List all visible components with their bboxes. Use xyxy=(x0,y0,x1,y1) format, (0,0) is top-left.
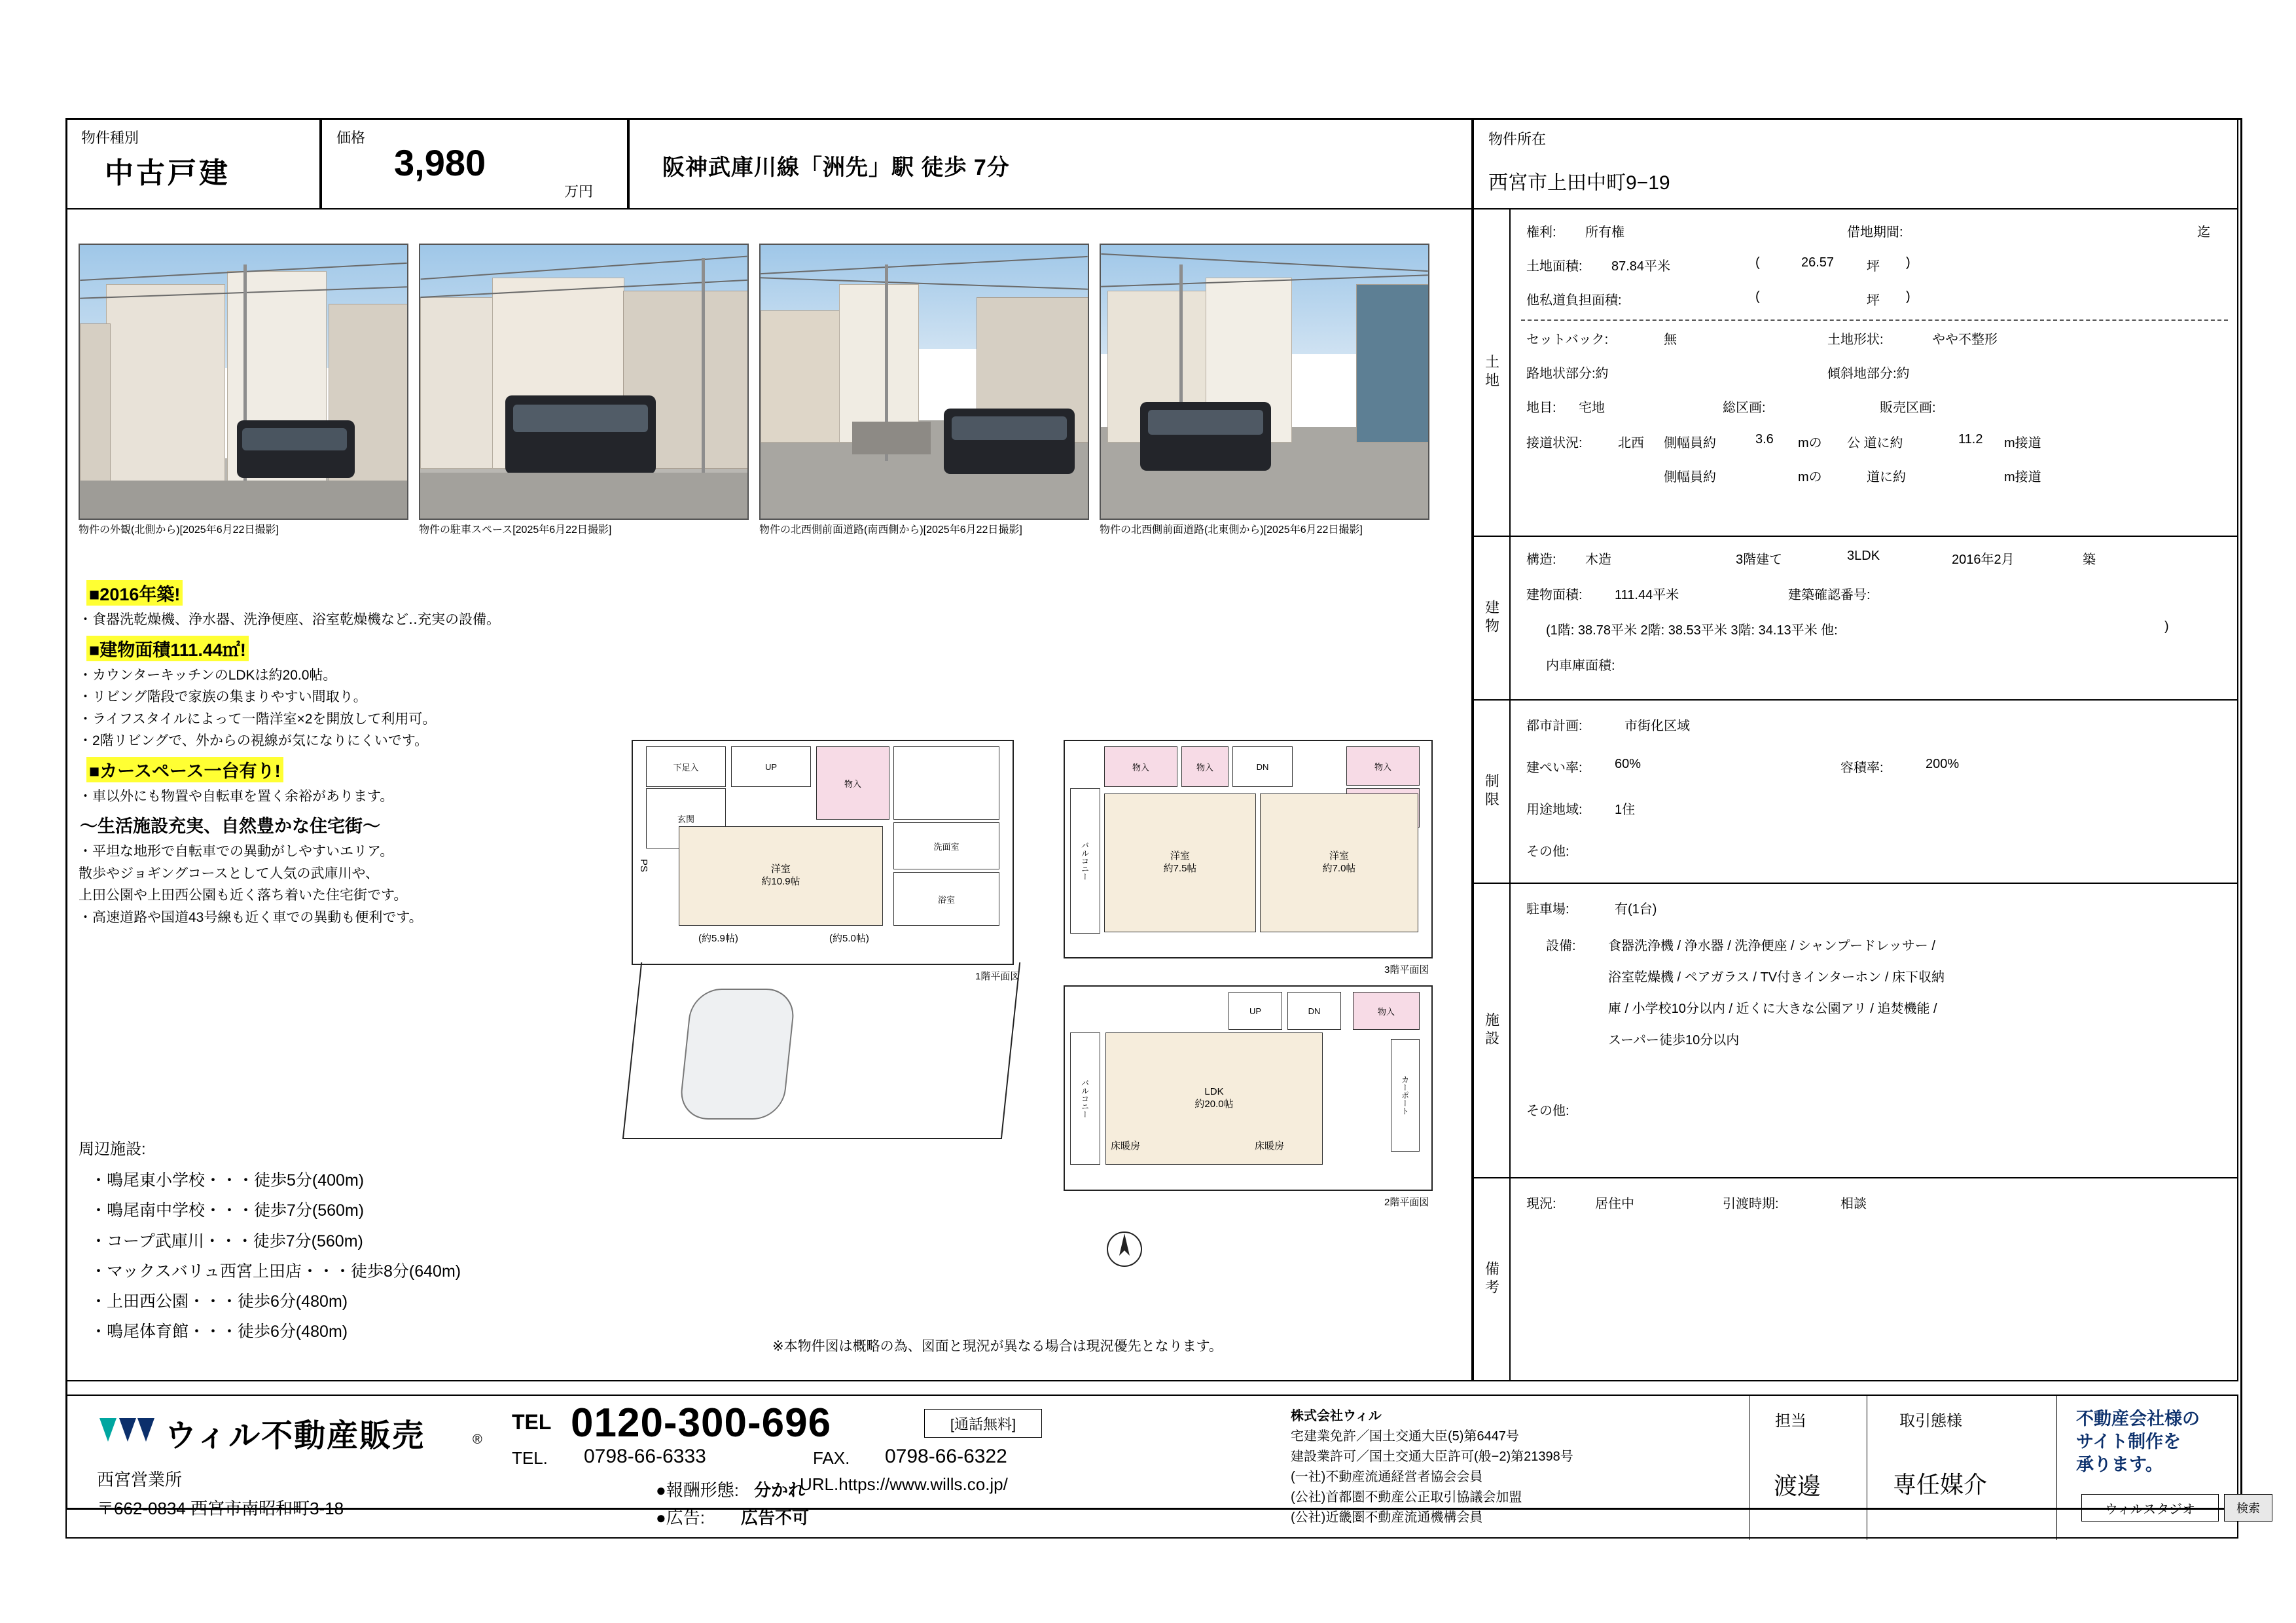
legal-line-4: (一社)不動産流通経営者協会会員 xyxy=(1291,1470,1483,1484)
plan1-up: UP xyxy=(731,746,811,787)
plan1-ps: PS xyxy=(638,859,649,873)
land-hanbai-label: 販売区画: xyxy=(1880,401,1936,415)
plan3-room-2 xyxy=(1260,793,1418,932)
appeal-bullet-8: 散歩やジョギングコースとして人気の武庫川や、 xyxy=(79,866,380,881)
photo-exterior xyxy=(79,244,408,520)
plan2-ldk-size: 約20.0帖 xyxy=(1194,1099,1234,1110)
land-road-m4: m接道 xyxy=(2004,470,2041,484)
land-private-close: ) xyxy=(1906,289,1910,304)
facility-other-label: その他: xyxy=(1526,1104,1570,1118)
legal-line-3: 建設業許可／国土交通大臣許可(般−2)第21398号 xyxy=(1291,1450,1573,1464)
company-reg-mark: ® xyxy=(473,1432,482,1447)
plan3-closet-1: 物入 xyxy=(1104,746,1177,787)
appeal-bullet-10: ・高速道路や国道43号線も近く車での異動も便利です。 xyxy=(79,909,423,925)
restriction-kenpei-label: 建ぺい率: xyxy=(1526,761,1583,775)
plan3-room-1-name: 洋室 xyxy=(1170,850,1190,862)
deal-label: 取引態様 xyxy=(1899,1412,1962,1430)
floorplan-1f xyxy=(632,740,1014,965)
appeal-heading-3: ■カースペース一台有り! xyxy=(86,757,283,782)
plan2-dn: DN xyxy=(1287,992,1341,1030)
building-section xyxy=(1473,537,2238,701)
fee-value: 分かれ xyxy=(754,1480,806,1500)
deal-value: 専任媒介 xyxy=(1893,1471,1988,1498)
header-price-cell xyxy=(321,118,628,210)
land-rights-label: 権利: xyxy=(1526,225,1556,240)
plan1-room-main-size: 約10.9帖 xyxy=(761,876,800,887)
land-road-m3: mの xyxy=(1798,470,1822,484)
restriction-city-label: 都市計画: xyxy=(1526,719,1583,733)
restriction-kenpei-value: 60% xyxy=(1615,757,1641,771)
ad-label: ●広告: xyxy=(656,1508,705,1527)
land-shape-value: やや不整形 xyxy=(1932,333,1998,347)
plan3-room-1-size: 約7.5帖 xyxy=(1163,863,1197,874)
building-garage-label: 内車庫面積: xyxy=(1546,659,1615,673)
appeal-bullet-2: ・カウンターキッチンのLDKは約20.0帖。 xyxy=(79,667,337,683)
price-value: 3,980 xyxy=(394,142,486,183)
plan1-bath: 浴室 xyxy=(893,872,999,926)
floorplan-3f xyxy=(1064,740,1433,958)
land-tsubo-close: ) xyxy=(1906,255,1910,270)
plan1-room-main xyxy=(679,826,883,926)
floorplan-1f-label: 1階平面図 xyxy=(975,971,1020,982)
land-shape-label: 土地形状: xyxy=(1827,333,1884,347)
facility-section xyxy=(1473,884,2238,1178)
land-tsubo-value: 26.57 xyxy=(1801,255,1835,270)
facility-equip-label: 設備: xyxy=(1546,939,1576,953)
header-location-cell xyxy=(1473,118,2238,210)
land-divider xyxy=(1521,319,2228,321)
nearby-item-1: ・鳴尾東小学校・・・徒歩5分(400m) xyxy=(90,1171,365,1190)
restriction-section-label: 制限 xyxy=(1474,701,1511,883)
land-lease-until: 迄 xyxy=(2197,225,2210,240)
header-access-cell xyxy=(628,118,1473,210)
plan3-dn: DN xyxy=(1232,746,1293,787)
land-slope-label: 傾斜地部分:約 xyxy=(1827,367,1910,381)
restriction-youto-value: 1住 xyxy=(1615,803,1636,817)
land-area-value: 87.84平米 xyxy=(1611,259,1671,274)
photo-road-ne xyxy=(1100,244,1429,520)
company-url[interactable]: URL.https://www.wills.co.jp/ xyxy=(800,1474,1008,1494)
facility-parking-value: 有(1台) xyxy=(1615,902,1657,917)
land-tsubo-open: ( xyxy=(1755,255,1760,270)
plan3-room-1 xyxy=(1104,793,1256,932)
land-section-label: 土地 xyxy=(1474,210,1511,536)
land-road-len1: 11.2 xyxy=(1958,432,1983,447)
land-section xyxy=(1473,210,2238,537)
restriction-section xyxy=(1473,701,2238,884)
nearby-item-5: ・上田西公園・・・徒歩6分(480m) xyxy=(90,1292,348,1311)
remarks-delivery-value: 相談 xyxy=(1840,1197,1867,1211)
type-value: 中古戸建 xyxy=(105,157,230,189)
plan2-floorheat-1: 床暖房 xyxy=(1111,1140,1141,1152)
facility-parking-label: 駐車場: xyxy=(1526,902,1570,917)
nearby-item-4: ・マックスバリュ西宮上田店・・・徒歩8分(640m) xyxy=(90,1262,461,1281)
legal-line-1: 株式会社ウィル xyxy=(1291,1409,1382,1423)
facility-equip-line-1: 食器洗浄機 / 浄水器 / 洗浄便座 / シャンプードレッサー / xyxy=(1608,939,1935,953)
plan1-room-main-name: 洋室 xyxy=(770,864,791,875)
land-road-w1: 3.6 xyxy=(1755,432,1774,447)
location-value: 西宮市上田中町9−19 xyxy=(1488,172,1670,194)
appeal-heading-1: ■2016年築! xyxy=(86,580,183,606)
type-label: 物件種別 xyxy=(81,130,139,146)
branch-address: 〒662-0834 西宮市南昭和町3-18 xyxy=(97,1499,344,1518)
land-private-road-label: 他私道負担面積: xyxy=(1526,293,1622,308)
tel2-label: TEL. xyxy=(512,1448,548,1468)
plan-note: ※本物件図は概略の為、図面と現況が異なる場合は現況優先となります。 xyxy=(772,1339,1223,1354)
floorplan-2f xyxy=(1064,985,1433,1191)
restriction-yoseki-label: 容積率: xyxy=(1840,761,1884,775)
branch-name: 西宮営業所 xyxy=(97,1470,183,1489)
nearby-title: 周辺施設: xyxy=(79,1140,146,1158)
building-floors: 3階建て xyxy=(1736,553,1783,567)
building-layout: 3LDK xyxy=(1847,549,1880,563)
land-road-m2: m接道 xyxy=(2004,436,2041,450)
legal-line-6: (公社)近畿圏不動産流通機構会員 xyxy=(1291,1510,1483,1525)
nearby-item-3: ・コープ武庫川・・・徒歩7分(560m) xyxy=(90,1231,363,1250)
car-shape xyxy=(678,989,797,1120)
promo-search-button[interactable]: 検索 xyxy=(2224,1494,2272,1522)
price-label: 価格 xyxy=(336,130,366,146)
building-built-suffix: 築 xyxy=(2083,553,2096,567)
plan1-toilet xyxy=(893,746,999,820)
plan2-ldk-name: LDK xyxy=(1204,1086,1224,1098)
remarks-delivery-label: 引渡時期: xyxy=(1723,1197,1779,1211)
plan3-closet-2: 物入 xyxy=(1181,746,1229,787)
land-road-dir: 北西 xyxy=(1618,436,1644,450)
building-area-value: 111.44平米 xyxy=(1615,588,1679,602)
floorplan-2f-label: 2階平面図 xyxy=(1384,1197,1429,1208)
land-road-side2: 側幅員約 xyxy=(1664,470,1716,484)
legal-line-5: (公社)首都圏不動産公正取引協議会加盟 xyxy=(1291,1490,1522,1504)
photo-caption-1: 物件の外観(北側から)[2025年6月22日撮影] xyxy=(79,524,279,536)
remarks-status-value: 居住中 xyxy=(1595,1197,1634,1211)
remarks-section-label: 備考 xyxy=(1474,1178,1511,1380)
land-private-road-tsubo: 坪 xyxy=(1867,293,1880,308)
free-dial: 0120-300-696 xyxy=(571,1400,832,1446)
land-lease-label: 借地期間: xyxy=(1847,225,1903,240)
land-road-side1: 側幅員約 xyxy=(1664,436,1716,450)
facility-equip-line-3: 庫 / 小学校10分以内 / 近くに大きな公園アリ / 追焚機能 / xyxy=(1608,1002,1937,1016)
plan3-room-2-size: 約7.0帖 xyxy=(1322,863,1356,874)
legal-line-2: 宅建業免許／国土交通大臣(5)第6447号 xyxy=(1291,1429,1519,1444)
land-roji-label: 路地状部分:約 xyxy=(1526,367,1609,381)
land-road-pub: 公 道に約 xyxy=(1847,436,1903,450)
company-name: ウィル不動産販売 xyxy=(165,1419,425,1453)
tel-label: TEL xyxy=(512,1410,552,1434)
appeal-bullet-4: ・ライフスタイルによって一階洋室×2を開放して利用可。 xyxy=(79,711,437,727)
land-chimoku-value: 宅地 xyxy=(1579,401,1605,415)
plan1-sub-size2: (約5.9帖) xyxy=(698,933,738,944)
plan1-closet: 物入 xyxy=(816,746,889,820)
fee-label: ●報酬形態: xyxy=(656,1480,739,1500)
plan2-carport: カーポート xyxy=(1391,1039,1420,1152)
plan2-floorheat-2: 床暖房 xyxy=(1255,1140,1285,1152)
appeal-bullet-9: 上田公園や上田西公園も近く落ち着いた住宅街です。 xyxy=(79,888,408,903)
restriction-youto-label: 用途地域: xyxy=(1526,803,1583,817)
location-label: 物件所在 xyxy=(1488,131,1547,147)
photo-caption-3: 物件の北西側前面道路(南西側から)[2025年6月22日撮影] xyxy=(759,524,1022,536)
facility-section-label: 施設 xyxy=(1474,884,1511,1177)
plan1-sub-size: (約5.0帖) xyxy=(829,933,869,944)
fax-label: FAX. xyxy=(813,1448,850,1468)
appeal-bullet-6: ・車以外にも物置や自転車を置く余裕があります。 xyxy=(79,788,394,804)
company-logo-icon xyxy=(99,1412,158,1448)
plan2-balcony: バルコニー xyxy=(1070,1032,1100,1165)
land-setback-label: セットバック: xyxy=(1526,333,1609,347)
tel2-value: 0798-66-6333 xyxy=(584,1446,706,1467)
site-carport xyxy=(622,962,1020,1139)
building-built: 2016年2月 xyxy=(1952,553,2015,567)
remarks-status-label: 現況: xyxy=(1526,1197,1556,1211)
plan1-genkan: 玄関 xyxy=(646,788,726,848)
ad-value: 広告不可 xyxy=(741,1508,810,1527)
fax-value: 0798-66-6322 xyxy=(885,1446,1007,1467)
photo-caption-2: 物件の駐車スペース[2025年6月22日撮影] xyxy=(419,524,612,536)
promo-line-1: 不動産会社様の xyxy=(2076,1409,2200,1429)
facility-equip-line-4: スーパー徒歩10分以内 xyxy=(1608,1033,1740,1048)
building-struct-label: 構造: xyxy=(1526,553,1556,567)
appeal-bullet-7: ・平坦な地形で自転車での異動がしやすいエリア。 xyxy=(79,844,394,859)
land-soukukaku-label: 総区画: xyxy=(1723,401,1766,415)
remarks-section xyxy=(1473,1178,2238,1381)
promo-line-3: 承ります。 xyxy=(2076,1455,2163,1475)
land-tsubo-unit: 坪 xyxy=(1867,259,1880,274)
photo-parking xyxy=(419,244,749,520)
restriction-city-value: 市街化区域 xyxy=(1624,719,1690,733)
land-road-pub2: 道に約 xyxy=(1867,470,1906,484)
restriction-other-label: その他: xyxy=(1526,845,1570,859)
land-setback-value: 無 xyxy=(1664,333,1677,347)
appeal-bullet-1: ・食器洗乾燥機、浄水器、洗浄便座、浴室乾燥機など‥充実の設備。 xyxy=(79,612,501,627)
land-private-open: ( xyxy=(1755,289,1760,304)
promo-line-2: サイト制作を xyxy=(2076,1432,2181,1452)
staff-value: 渡邊 xyxy=(1774,1472,1821,1499)
header-type-cell xyxy=(65,118,321,210)
appeal-heading-4: 〜生活施設充実、自然豊かな住宅街〜 xyxy=(80,816,380,836)
photo-road-sw xyxy=(759,244,1089,520)
nearby-block xyxy=(79,1136,668,1347)
appeal-heading-2: ■建物面積111.44㎡! xyxy=(86,636,249,661)
plan2-up: UP xyxy=(1229,992,1282,1030)
plan3-closet-3: 物入 xyxy=(1346,746,1420,786)
compass-icon xyxy=(1106,1231,1143,1267)
building-floor-areas-close: ) xyxy=(2164,619,2169,634)
staff-label: 担当 xyxy=(1775,1412,1806,1430)
nearby-item-6: ・鳴尾体育館・・・徒歩6分(480m) xyxy=(90,1322,348,1341)
nearby-item-2: ・鳴尾南中学校・・・徒歩7分(560m) xyxy=(90,1201,365,1220)
appeal-block xyxy=(79,576,668,929)
free-dial-note: [通話無料] xyxy=(924,1409,1042,1438)
appeal-bullet-3: ・リビング階段で家族の集まりやすい間取り。 xyxy=(79,689,367,704)
appeal-bullet-5: ・2階リビングで、外からの視線が気になりにくいです。 xyxy=(79,733,429,748)
land-area-label: 土地面積: xyxy=(1526,259,1583,274)
building-area-label: 建物面積: xyxy=(1526,588,1583,602)
restriction-yoseki-value: 200% xyxy=(1926,757,1960,771)
promo-box[interactable]: ウィルスタジオ xyxy=(2081,1494,2219,1522)
building-floor-areas: (1階: 38.78平米 2階: 38.53平米 3階: 34.13平米 他: xyxy=(1546,623,1838,638)
plan3-balcony: バルコニー xyxy=(1070,788,1100,934)
land-road-m1: mの xyxy=(1798,436,1822,450)
footer xyxy=(65,1395,2260,1539)
floorplan-3f-label: 3階平面図 xyxy=(1384,964,1429,976)
building-confirm-label: 建築確認番号: xyxy=(1788,588,1871,602)
land-chimoku-label: 地目: xyxy=(1526,401,1556,415)
building-struct-value: 木造 xyxy=(1585,553,1611,567)
plan1-washroom: 洗面室 xyxy=(893,822,999,869)
plan3-room-2-name: 洋室 xyxy=(1329,850,1349,862)
price-unit: 万円 xyxy=(564,183,594,200)
building-section-label: 建物 xyxy=(1474,537,1511,699)
plan2-closet: 物入 xyxy=(1353,992,1420,1030)
land-rights-value: 所有権 xyxy=(1585,225,1624,240)
plan1-genkan-shoe: 下足入 xyxy=(646,746,726,787)
access-text: 阪神武庫川線「洲先」駅 徒歩 7分 xyxy=(662,155,1010,180)
land-road-label: 接道状況: xyxy=(1526,436,1583,450)
footer-divider-3 xyxy=(2056,1396,2057,1540)
photo-caption-4: 物件の北西側前面道路(北東側から)[2025年6月22日撮影] xyxy=(1100,524,1363,536)
facility-equip-line-2: 浴室乾燥機 / ペアガラス / TV付きインターホン / 床下収納 xyxy=(1608,970,1945,985)
